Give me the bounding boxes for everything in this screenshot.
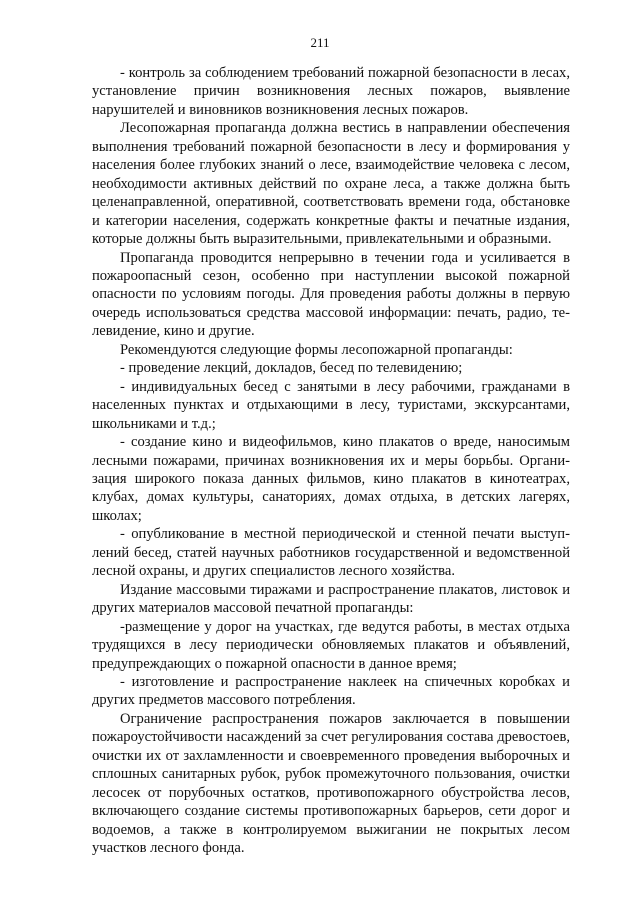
paragraph-limiting-fire-spread: Ограничение распространения пожаров заключается в повышении пожароустойчивости насаждений за счет регулирования состава древостоев, очистки их от захламленности и своевременного проведения выборочных и сплошных санитарных рубок, рубок промежуточного пользования, очистки лесосек от порубочных остатков, противопожарного обустройства лесов, включающего создание системы противопожарных барьеров, сети дорог и водоемов, а также в контролируемом выжигании не покрытых лесом участков лесного фонда. xyxy=(92,710,570,857)
paragraph-propaganda-continuous: Пропаганда проводится непрерывно в течении года и усиливается в пожароопасный сезон, особенно при наступлении высокой пожарной опасности по условиям погоды. Для проведения работы должны в первую очередь использоваться средства массовой информации: печать, радио, телевидение, кино и другие. xyxy=(92,249,570,340)
page-number: 211 xyxy=(310,35,330,50)
paragraph-control-fire-safety: - контроль за соблюдением требований пожарной безопасности в лесах, установление причин возникновения лесных пожаров, выявление нарушителей и виновников возникновения лесных пожаров. xyxy=(92,65,570,118)
paragraph-recommended-forms: Рекомендуются следующие формы лесопожарной пропаганды: xyxy=(120,341,513,358)
list-item-lectures: - проведение лекций, докладов, бесед по телевидению; xyxy=(120,360,463,377)
list-item-individual-talks: - индивидуальных бесед с занятыми в лесу рабочими, гражданами в населенных пунктах и отдыхающими в лесу, туристами, экскурсантами, школьниками и т.д.; xyxy=(92,378,570,432)
list-item-publications: - опубликование в местной периодической и стенной печати выступлений бесед, статей научных работников государственной и ведомственной лесной охраны, и других специалистов лесного хозяйства. xyxy=(92,526,570,580)
paragraph-fire-propaganda: Лесопожарная пропаганда должна вестись в направлении обеспечения выполнения требований пожарной безопасности в лесу и формирования у населения более глубоких знаний о лесе, взаимодействие человека с лесом, необходимости активных действий по охране леса, а также должна быть целенаправленной, оперативной, соответствовать времени года, обстановке и категории населения, содержать конкретные факты и печатные издания, которые должны быть выразительными, привлекательными и образными. xyxy=(92,120,570,248)
list-item-stickers: - изготовление и распространение наклеек на спичечных коробках и других предметов массового потребления. xyxy=(92,673,570,709)
list-item-road-posters: -размещение у дорог на участках, где ведутся работы, в местах отдыха трудящихся в лесу периодически обновляемых плакатов и объявлений, предупреждающих о пожарной опасности в данное время; xyxy=(92,618,570,672)
list-item-films: - создание кино и видеофильмов, кино плакатов о вреде, наносимым лесными пожарами, причинах возникновения их и меры борьбы. Организация широкого показа данных фильмов, кино плакатов в кинотеатрах, клубах, домах культуры, санаториях, домах отдыха, в детских лагерях, школах; xyxy=(92,434,570,524)
paragraph-mass-printing: Издание массовыми тиражами и распространение плакатов, листовок и других материалов массовой печатной пропаганды: xyxy=(92,581,570,617)
document-body xyxy=(92,64,570,857)
